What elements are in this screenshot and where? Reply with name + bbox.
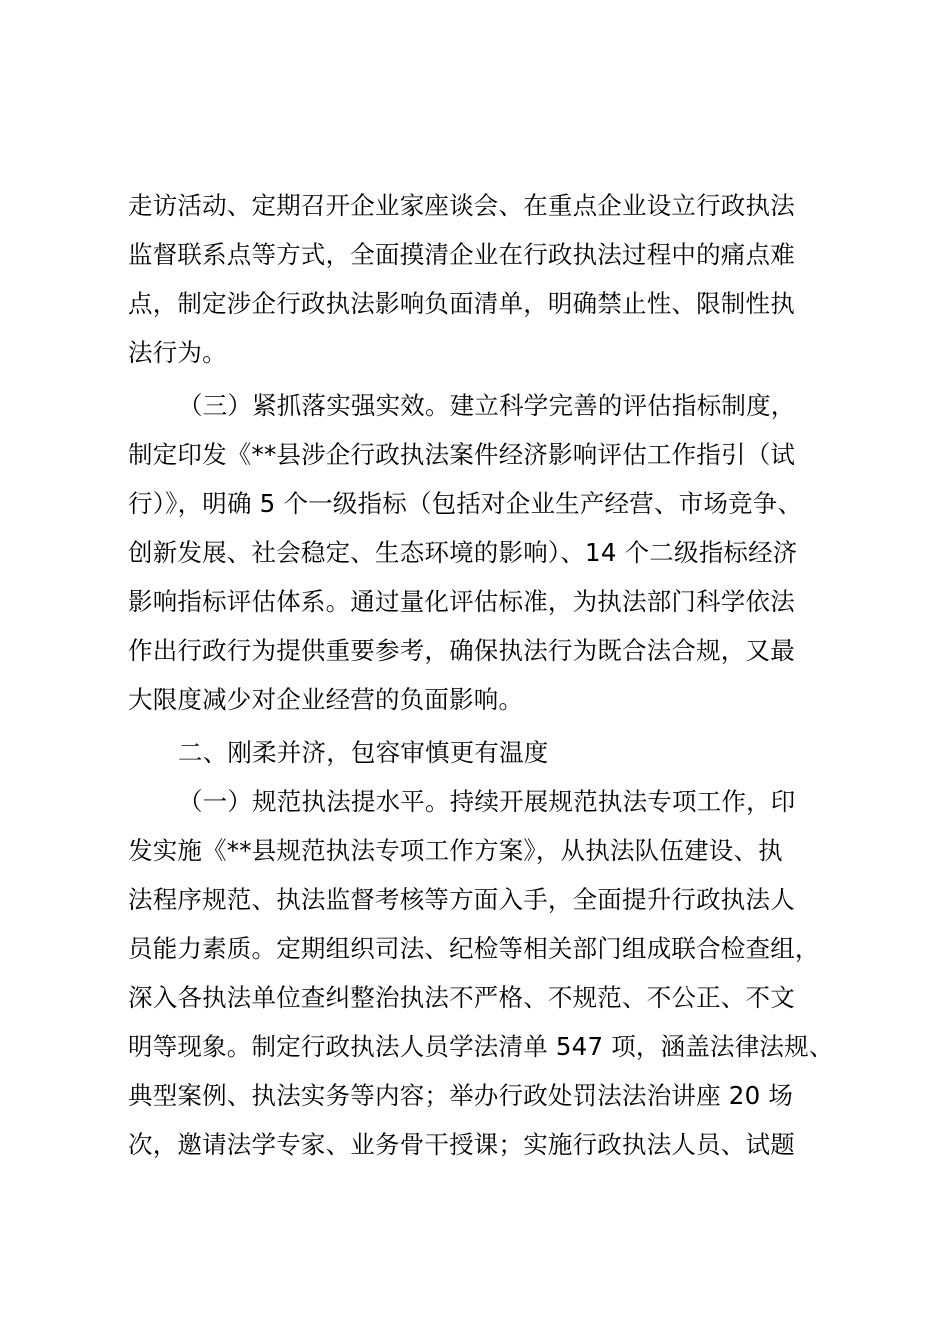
text-line: 员能力素质。定期组织司法、纪检等相关部门组成联合检查组， [128, 934, 820, 963]
text-line: 法行为。 [128, 338, 227, 367]
text-line: 走访活动、定期召开企业家座谈会、在重点企业设立行政执法 [128, 191, 795, 220]
text-line: 行）》，明确 5 个一级指标（包括对企业生产经营、市场竞争、 [128, 489, 803, 518]
text-line: 影响指标评估体系。通过量化评估标准，为执法部门科学依法 [128, 587, 795, 616]
text-line: 深入各执法单位查纠整治执法不严格、不规范、不公正、不文 [128, 983, 795, 1012]
text-line: 次，邀请法学专家、业务骨干授课；实施行政执法人员、试题 [128, 1130, 795, 1159]
text-line: 法程序规范、执法监督考核等方面入手，全面提升行政执法人 [128, 885, 795, 914]
section-heading-1: （一）规范执法提水平。持续开展规范执法专项工作，印 [178, 787, 796, 816]
text-line: 发实施《**县规范执法专项工作方案》，从执法队伍建设、执 [128, 836, 783, 865]
text-line: 监督联系点等方式，全面摸清企业在行政执法过程中的痛点难 [128, 240, 795, 269]
text-line: 点，制定涉企行政执法影响负面清单，明确禁止性、限制性执 [128, 289, 795, 318]
text-line: 创新发展、社会稳定、生态环境的影响）、14 个二级指标经济 [128, 538, 798, 567]
chapter-heading-2: 二、刚柔并济，包容审慎更有温度 [178, 738, 549, 767]
section-heading-3: （三）紧抓落实强实效。建立科学完善的评估指标制度， [178, 391, 796, 420]
text-line: 大限度减少对企业经营的负面影响。 [128, 685, 524, 714]
text-line: 作出行政行为提供重要参考，确保执法行为既合法合规，又最 [128, 636, 795, 665]
text-line: 明等现象。制定行政执法人员学法清单 547 项，涵盖法律法规、 [128, 1032, 834, 1061]
text-line: 典型案例、执法实务等内容；举办行政处罚法法治讲座 20 场 [128, 1081, 794, 1110]
text-line: 制定印发《**县涉企行政执法案件经济影响评估工作指引（试 [128, 440, 796, 469]
